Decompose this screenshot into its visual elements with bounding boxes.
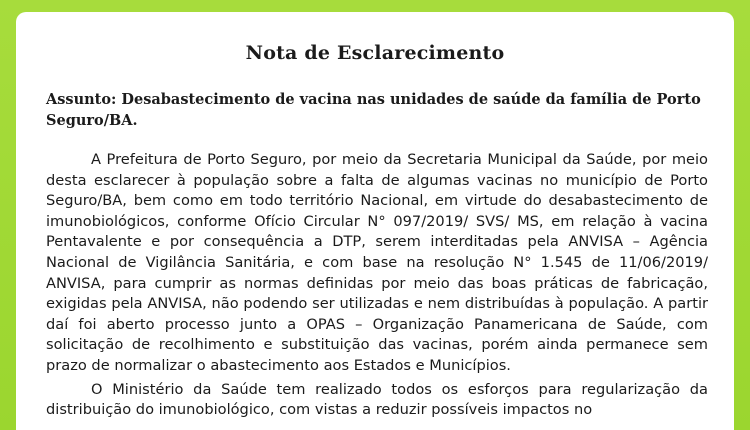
- document-body: [46, 150, 708, 421]
- document-title: Nota de Esclarecimento: [245, 42, 505, 64]
- document-sheet: [16, 12, 734, 430]
- body-paragraph-1: A Prefeitura de Porto Seguro, por meio da Secretaria Municipal da Saúde, por meio desta esclarecer à população sobre a falta de algumas vacinas no município de Porto Seguro/BA, bem como em todo território Nacional, em virtude do desabastecimento de imunobiológicos, conforme Ofício Circular N° 097/2019/ SVS/ MS, em relação à vacina Pentavalente e por consequência a DTP, serem interditadas pela ANVISA – Agência Nacional de Vigilância Sanitária, e com base na resolução N° 1.545 de 11/06/2019/ ANVISA, para cumprir as normas definidas por meio das boas práticas de fabricação, exigidas pela ANVISA, não podendo ser utilizadas e nem distribuídas à população. A partir daí foi aberto processo junto a OPAS – Organização Panamericana de Saúde, com solicitação de recolhimento e substituição das vacinas, porém ainda permanece sem prazo de normalizar o abastecimento aos Estados e Municípios.: [46, 151, 708, 374]
- document-subject: Assunto: Desabastecimento de vacina nas unidades de saúde da família de Porto Seguro/BA.: [46, 91, 701, 129]
- body-paragraph-2: O Ministério da Saúde tem realizado todos os esforços para regularização da distribuição do imunobiológico, com vistas a reduzir possíveis impactos no: [46, 380, 708, 419]
